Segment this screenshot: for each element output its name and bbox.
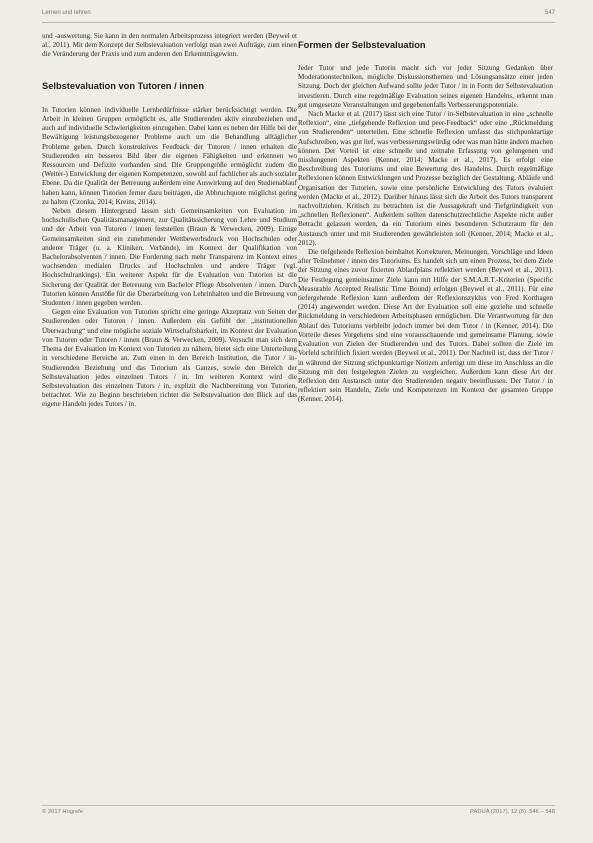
left-column [42, 32, 297, 410]
page-number: 547 [544, 10, 555, 16]
running-head: Lernen und lehren [42, 10, 91, 16]
footer-copyright: © 2017 Hogrefe [42, 809, 84, 815]
body-paragraph: Neben diesem Hintergrund lassen sich Gemeinsamkeiten von Evaluation im hochschulischen Qualitätsmanagement, zur Qualitätssicherung von Lehre und Studium und der Arbeit von Tutoren / innen feststellen (Braun & Verwecken, 2009). Einige Gemeinsamkeiten sind ein zunehmender Wettbewerbsdruck von Hochschulen oder anderer Träger (u. a. Kliniken, Verbände), im Kontext der Qualifikation von Bachelorabsolventen / innen. Die Forderung nach mehr Transparenz im Kontext eines wachsenden medialen Drucks auf Hochschulen und andere Träger (vgl. Hochschulrankings). Ein weiterer Aspekt für die Evaluation von Tutorien ist die Sicherung der Qualität der Betreuung von Bachelor Pflege Absolventen / innen. Durch Tutorien können Anstöße für die Überarbeitung von Lehrinhalten und die Betreuung von Studenten / innen gegeben werden. [42, 207, 297, 308]
footer-citation: PADUA (2017), 12 (6), 546 – 548 [470, 809, 555, 815]
body-paragraph: In Tutorien können individuelle Lernbedürfnisse stärker berücksichtigt werden. Die Arbeit in kleinen Gruppen ermöglicht es, alle Studierenden aktiv einzubeziehen und auch auf individuelle Schwierigkeiten einzugehen. Dabei kann es neben der Hilfe bei der Bewältigung leistungsbezogener Probleme auch um die Behandlung alltäglicher Probleme gehen. Durch konstruktives Feedback der Tutoren / innen erhalten die Studierenden ein besseres Bild über die eigenen Fähigkeiten und erkennen wo Ressourcen und Defizite vorhanden sind. Die Gruppengröße ermöglicht zudem die (Weiter-) Entwicklung der eigenen Kompetenzen, sowohl auf fachlicher als auch sozialer Ebene. Da die Qualität der Betreuung außerdem eine Auswirkung auf den Studienablauf haben kann, können Tutorien ferner dazu beitragen, die Abbruchquote möglichst gering zu halten (Czonka, 2014; Kreins, 2014). [42, 105, 297, 206]
body-paragraph: Nach Macke et al. (2017) lässt sich eine Tutor / in-Selbstevaluation in eine „schnelle Reflexion“, eine „tiefgehende Reflexion und peer-Feedback“ oder eine „Rückmeldung von Studierenden“ unterteilen. Eine schnelle Reflexion umfasst das stichpunktartige Aufschreiben, was gut lief, was verbesserungswürdig oder was man hätte ändern machen können. Der Vorteil ist eine schnelle und zeitnahe Erfassung von gelungenen und misslungenen Aspekten (Kenner, 2014; Macke et al., 2017). Es erfolgt eine Beschreibung des Tutoriums und eine Bewertung des Handelns. Durch regelmäßige Reflexionen können Entwicklungen und Prozesse bezüglich der Gestaltung, Abläufe und Organisation der Tutorien, sowie eine persönliche Entwicklung des Tutors evaluiert werden (Macke et al., 2012). Darüber hinaus lässt sich die Arbeit des Tutors transparent nachvollziehen. Kritisch zu betrachten ist die Aussagekraft und Tiefgründigkeit von „schnellen Reflexionen“. Außerdem sollten datenschutzrechtliche Aspekte nicht außer Betracht gelassen werden, da ein Tutorium eines besonderen Schutzraum für den Austausch unter und mit Studierenden gewährleisten soll (Kenner, 2014; Macke et al., 2012). [298, 110, 553, 247]
section-heading-left: Selbstevaluation von Tutoren / innen [42, 80, 205, 91]
right-column [298, 64, 553, 405]
body-paragraph: Jeder Tutor und jede Tutorin macht sich vor jeder Sitzung Gedanken über Moderationstechniken, mögliche Diskussionsthemen und Lösungsansätze einer jeden Sitzung. Doch der gleichen Aufwand sollte jeder Tutor / in in Form der Selbstevaluation investieren. Durch eine regelmäßige Evaluation seines eigenen Handelns, erkennt man gut umgesetzte Veranstaltungen und gegebenenfalls Verbesserungspotentiale. [298, 64, 553, 109]
footer-rule [42, 805, 555, 806]
header-rule [42, 22, 555, 23]
intro-paragraph: und -auswertung. Sie kann in den normalen Arbeitsprozess integriert werden (Beywel et al., 2011). Mit dem Konzept der Selbstevaluation verfolgt man zwei Aufträge, zum einen die Veränderung der Praxis und zum anderen den Erkenntnisgewinn. [42, 32, 297, 59]
body-paragraph: Die tiefgehende Reflexion beinhaltet Korrekturen, Meinungen, Vorschläge und Ideen after Teilnehmer / innen des Tutoriums. Es handelt sich um einen Prozess, bei dem Ziele der Sitzung eines zuvor fixierten Ablaufplans reflektiert werden (Beywel et al., 2011). Die Festlegung gemeinsamer Ziele kann mit Hilfe der S.M.A.R.T.-Kriterien (Specific Measurable Accepted Realistic Time Bound) erfolgen (Beywel et al., 2011). Für eine tiefergehende Reflexion kann außerdem der Reflexionszyklus von Fred Korthagen (2014) angewendet werden. Diese Art der Evaluation soll eine gezielte und schnelle Rückmeldung in verschiedenen Arbeitsphasen ermöglichen. Die Verantwortung für den Ablauf des Tutoriums verbleibt jedoch immer bei dem Tutor / in (Kenner, 2014). Die Vorteile dieses Vorgehens sind eine vorausschauende und gemeinsame Planung, sowie Evaluation von Zielen der Studierenden und des Tutors. Dabei sollten die Ziele im Vorfeld schriftlich fixiert werden (Beywel et al., 2011). Der Nachteil ist, dass der Tutor / in während der Sitzung stichpunktartige Notizen anfertigt um diese im Anschluss an die Sitzung mit den festgelegten Zielen zu vergleichen. Außerdem kann diese Art der Reflexion den Austausch unter den Studierenden negativ beeinflussen. Der Tutor / in reflektiert sein Handeln, Ziele und Kompetenzen im Kontext der gesamten Gruppe (Kenner, 2014). [298, 248, 553, 404]
section-heading-right: Formen der Selbstevaluation [298, 40, 426, 50]
body-paragraph: Gegen eine Evaluation von Tutorien spricht eine geringe Akzeptanz von Seiten der Studierenden oder Tutoren / innen. Außerdem ein Gefühl der „institutionellen Überwachung“ und eine mögliche soziale Wirtschaftsbarkeit, im Kontext der Evaluation von Tutoren oder Tutoren / innen (Braun & Verwecken, 2009). Versucht man sich dem Thema der Evaluation im Kontext von Tutorien zu nähern, bietet sich eine Unterteilung in verschiedene Bereiche an. Zum einen in den Bereich Institution, die Tutor / in-Studierenden Beziehung und das Tutorium als Ganzes, sowie den Bereich der Selbstevaluation jedes einzelnen Tutors / in. Im weiteren Kontext wird die Selbstevaluation des einzelnen Tutors / in, explizit die Nachbereitung von Tutorien, betrachtet. Wie zu Beginn beschrieben richtet die Selbstevaluation den Blick auf das eigene Handeln jedes Tutors / in. [42, 308, 297, 409]
